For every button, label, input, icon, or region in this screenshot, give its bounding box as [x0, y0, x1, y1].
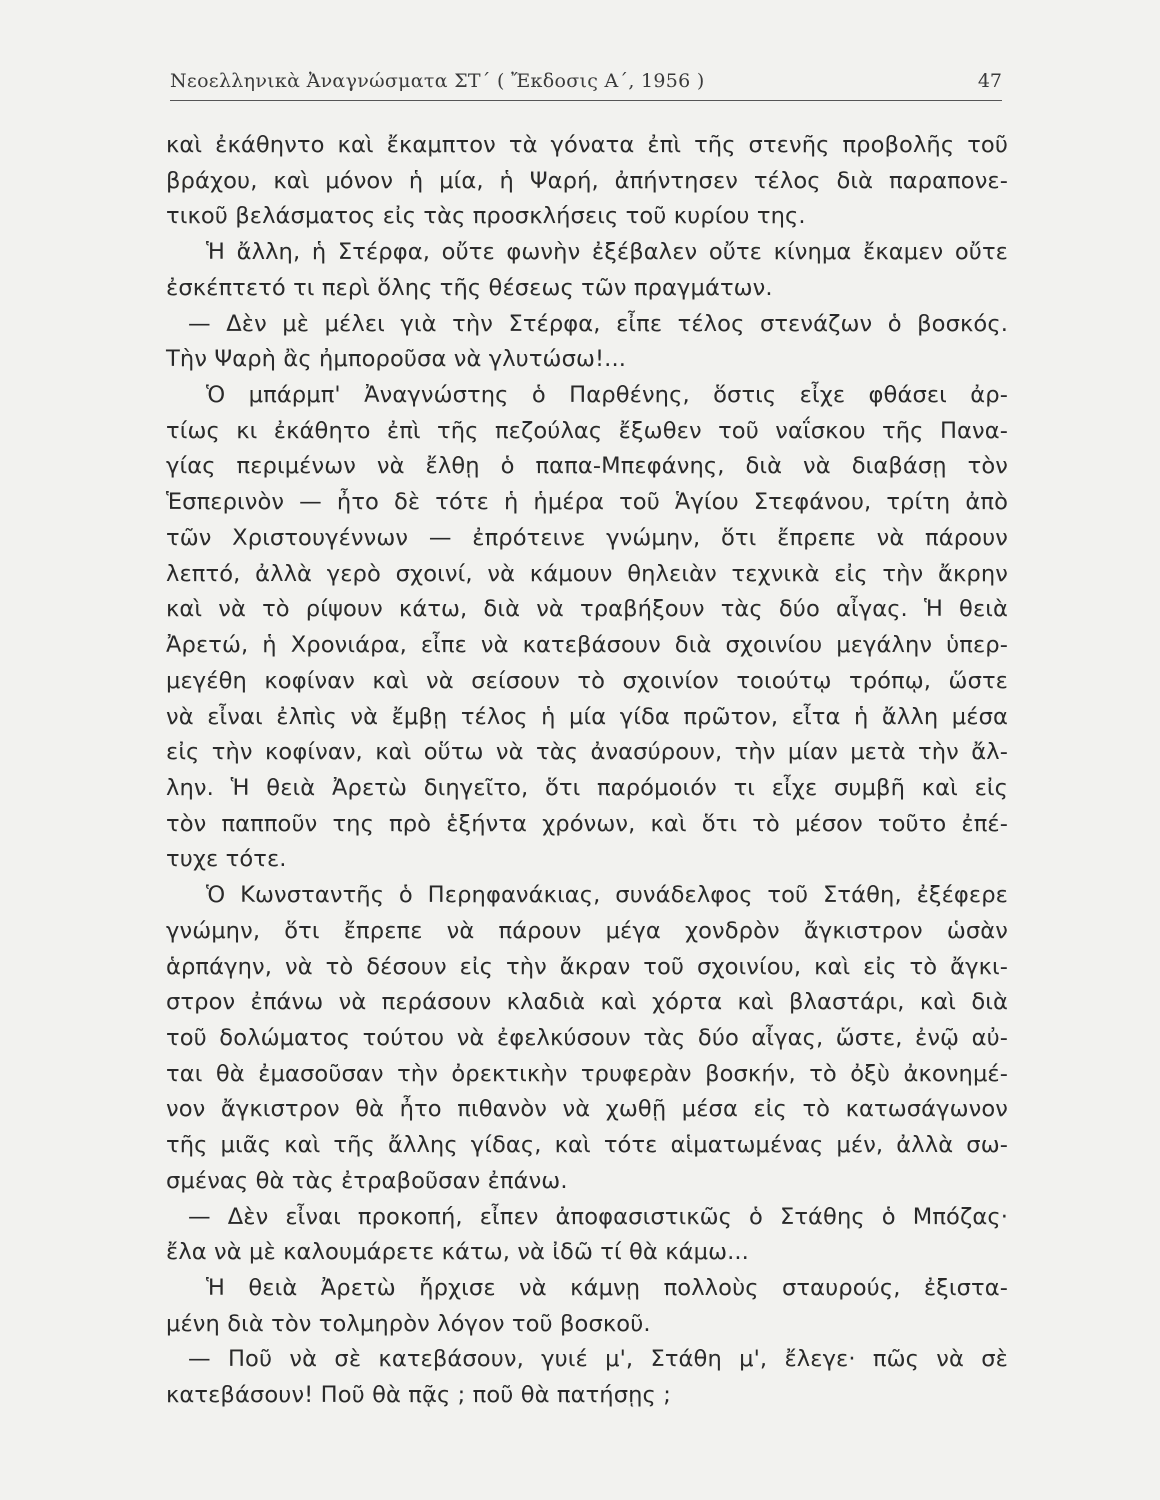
text-line: λην. Ἡ θειὰ Ἀρετὼ διηγεῖτο, ὅτι παρόμοιόν τι εἶχε συμβῆ καὶ εἰς	[166, 774, 1008, 801]
text-line: μένη διὰ τὸν τολμηρὸν λόγον τοῦ βοσκοῦ.	[166, 1310, 651, 1337]
text-line: τίως κι ἐκάθητο ἐπὶ τῆς πεζούλας ἔξωθεν τοῦ ναΐσκου τῆς Πανα-	[166, 417, 1008, 444]
body-text	[166, 128, 1008, 1414]
text-line: ἁρπάγην, νὰ τὸ δέσουν εἰς τὴν ἄκραν τοῦ σχοινίου, καὶ εἰς τὸ ἄγκι-	[166, 953, 1008, 980]
text-line: τῆς μιᾶς καὶ τῆς ἄλλης γίδας, καὶ τότε αἱματωμένας μέν, ἀλλὰ σω-	[166, 1132, 1008, 1159]
text-line: γίας περιμένων νὰ ἔλθῃ ὁ παπα-Μπεφάνης, διὰ νὰ διαβάσῃ τὸν	[166, 453, 1008, 480]
text-line: τοῦ δολώματος τούτου νὰ ἐφελκύσουν τὰς δύο αἶγας, ὥστε, ἐνῷ αὐ-	[166, 1024, 1008, 1051]
text-line: εἰς τὴν κοφίναν, καὶ οὕτω νὰ τὰς ἀνασύρουν, τὴν μίαν μετὰ τὴν ἄλ-	[166, 739, 1008, 766]
text-line: νὰ εἶναι ἐλπὶς νὰ ἔμβῃ τέλος ἡ μία γίδα πρῶτον, εἶτα ἡ ἄλλη μέσα	[166, 703, 1008, 730]
text-line: — Δὲν εἶναι προκοπή, εἶπεν ἀποφασιστικῶς ὁ Στάθης ὁ Μπόζας·	[188, 1203, 1008, 1230]
text-line: — Ποῦ νὰ σὲ κατεβάσουν, γυιέ μ', Στάθη μ', ἔλεγε· πῶς νὰ σὲ	[188, 1346, 1008, 1373]
text-line: τὸν παπποῦν της πρὸ ἑξήντα χρόνων, καὶ ὅτι τὸ μέσον τοῦτο ἐπέ-	[166, 810, 1008, 837]
text-line: καὶ ἐκάθηντο καὶ ἔκαμπτον τὰ γόνατα ἐπὶ τῆς στενῆς προβολῆς τοῦ	[166, 132, 1008, 158]
text-line: ἐσκέπτετό τι περὶ ὅλης τῆς θέσεως τῶν πραγμάτων.	[166, 274, 773, 301]
text-line: μεγέθη κοφίναν καὶ νὰ σείσουν τὸ σχοινίον τοιούτῳ τρόπῳ, ὥστε	[166, 667, 1008, 694]
text-line: βράχου, καὶ μόνον ἡ μία, ἡ Ψαρή, ἀπήντησεν τέλος διὰ παραπονε-	[166, 167, 1008, 194]
text-line: καὶ νὰ τὸ ρίψουν κάτω, διὰ νὰ τραβήξουν τὰς δύο αἶγας. Ἡ θειὰ	[166, 596, 1008, 623]
text-line: Ἡ θειὰ Ἀρετὼ ἤρχισε νὰ κάμνῃ πολλοὺς σταυρούς, ἐξιστα-	[206, 1275, 1008, 1301]
text-line: τικοῦ βελάσματος εἰς τὰς προσκλήσεις τοῦ κυρίου της.	[166, 203, 806, 230]
text-line: — Δὲν μὲ μέλει γιὰ τὴν Στέρφα, εἶπε τέλος στενάζων ὁ βοσκός.	[188, 310, 1008, 337]
text-line: Ὁ Κωνσταντῆς ὁ Περηφανάκιας, συνάδελφος τοῦ Στάθη, ἐξέφερε	[206, 882, 1008, 909]
text-line: γνώμην, ὅτι ἔπρεπε νὰ πάρουν μέγα χονδρὸν ἄγκιστρον ὡσὰν	[166, 917, 1008, 944]
header-rule	[170, 100, 1002, 101]
text-line: Τὴν Ψαρὴ ἂς ἠμποροῦσα νὰ γλυτώσω!...	[166, 346, 627, 373]
text-line: Ὁ μπάρμπ' Ἀναγνώστης ὁ Παρθένης, ὅστις εἶχε φθάσει ἀρ-	[206, 382, 1008, 409]
running-header	[170, 68, 1002, 102]
text-line: Ἡ ἄλλη, ἡ Στέρφα, οὔτε φωνὴν ἐξέβαλεν οὔτε κίνημα ἔκαμεν οὔτε	[206, 239, 1008, 266]
text-line: τῶν Χριστουγέννων — ἐπρότεινε γνώμην, ὅτι ἔπρεπε νὰ πάρουν	[166, 524, 1008, 551]
text-line: λεπτό, ἀλλὰ γερὸ σχοινί, νὰ κάμουν θηλειὰν τεχνικὰ εἰς τὴν ἄκρην	[166, 560, 1008, 587]
text-line: ἔλα νὰ μὲ καλουμάρετε κάτω, νὰ ἰδῶ τί θὰ κάμω...	[166, 1239, 749, 1266]
text-line: Ἑσπερινὸν — ἦτο δὲ τότε ἡ ἡμέρα τοῦ Ἁγίου Στεφάνου, τρίτη ἀπὸ	[166, 489, 1008, 516]
text-line: νον ἄγκιστρον θὰ ἦτο πιθανὸν νὰ χωθῇ μέσα εἰς τὸ κατωσάγωνον	[166, 1096, 1008, 1123]
header-title: Νεοελληνικὰ Ἀναγνώσματα ΣΤ΄ ( Ἔκδοσις Α΄, 1956 )	[170, 70, 705, 92]
text-line: στρον ἐπάνω νὰ περάσουν κλαδιὰ καὶ χόρτα καὶ βλαστάρι, καὶ διὰ	[166, 989, 1008, 1016]
text-line: ται θὰ ἐμασοῦσαν τὴν ὀρεκτικὴν τρυφερὰν βοσκήν, τὸ ὀξὺ ἀκονημέ-	[166, 1060, 1008, 1087]
text-line: σμένας θὰ τὰς ἐτραβοῦσαν ἐπάνω.	[166, 1167, 568, 1194]
text-line: κατεβάσουν! Ποῦ θὰ πᾷς ; ποῦ θὰ πατήσῃς ;	[166, 1382, 671, 1409]
text-line: τυχε τότε.	[166, 846, 287, 873]
page-number: 47	[977, 70, 1002, 92]
text-line: Ἀρετώ, ἡ Χρονιάρα, εἶπε νὰ κατεβάσουν διὰ σχοινίου μεγάλην ὑπερ-	[166, 632, 1008, 659]
